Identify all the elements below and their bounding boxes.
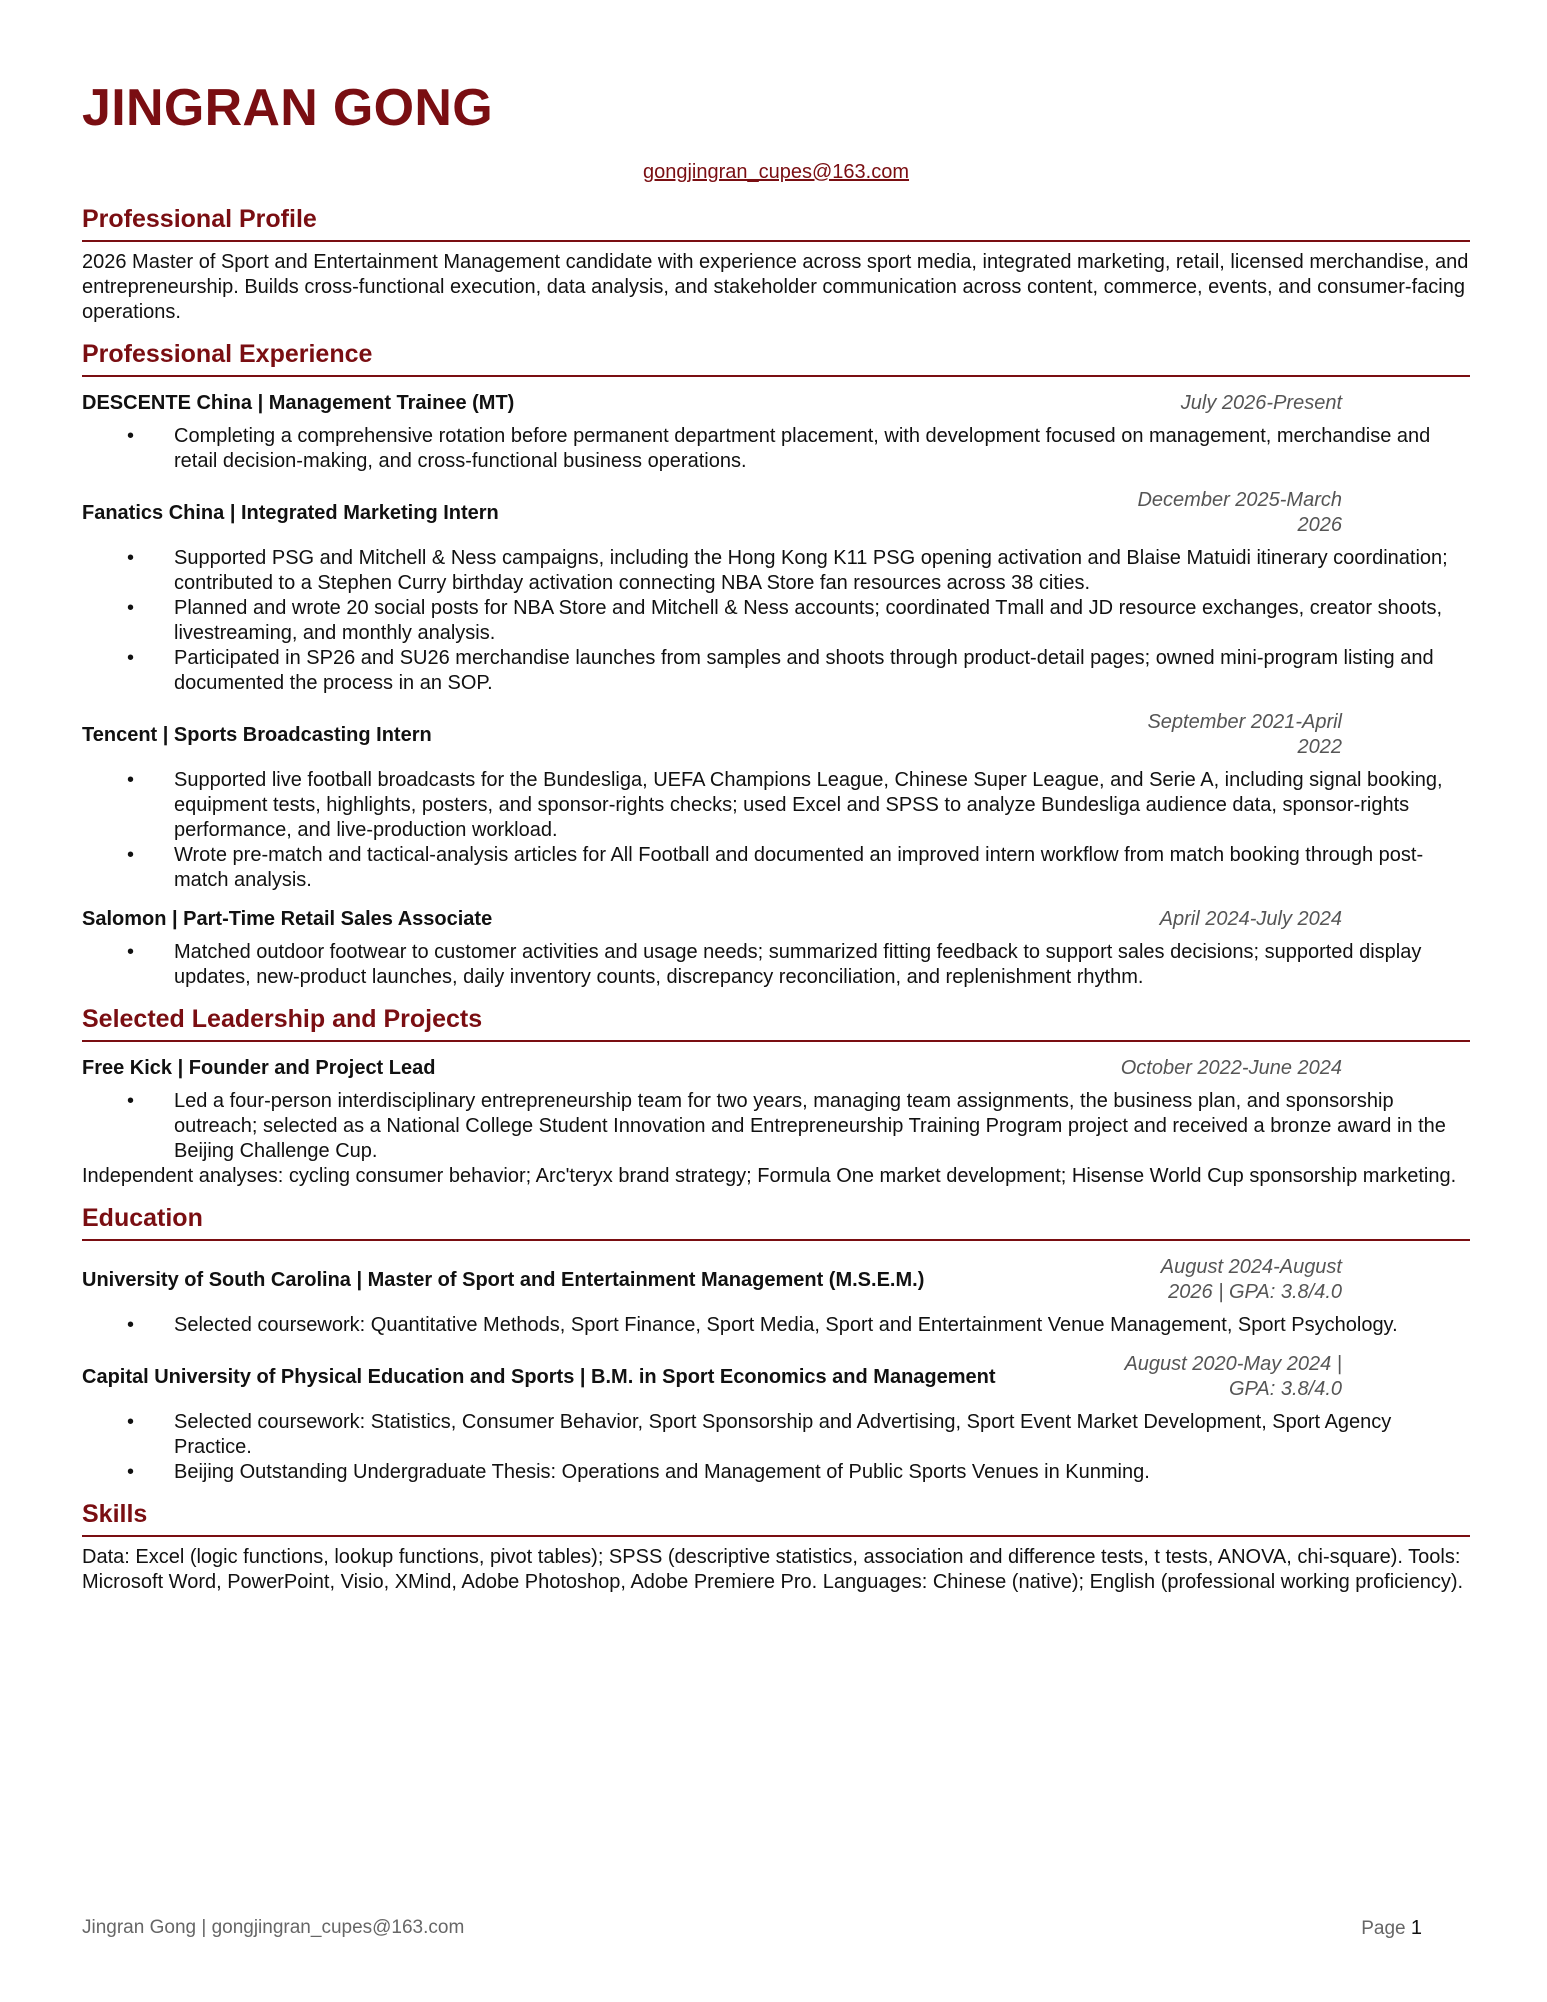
- education-section: [82, 1203, 1470, 1485]
- entry-title: DESCENTE China | Management Trainee (MT): [82, 392, 515, 414]
- leadership-section: [82, 1004, 1470, 1189]
- bullet-item: • Matched outdoor footwear to customer activities and usage needs; summarized fitting feedback to support sales decisions; supported display updates, new-product launches, daily inventory counts, discrepancy reconciliation, and replenishment rhythm.: [82, 940, 1470, 990]
- entry-header: [82, 1352, 1470, 1402]
- entry-title: Fanatics China | Integrated Marketing Intern: [82, 501, 499, 524]
- entry-header: [82, 488, 1470, 538]
- entry-title: University of South Carolina | Master of Sport and Entertainment Management (M.S.E.M.): [82, 1268, 925, 1291]
- bullet-item: • Planned and wrote 20 social posts for NBA Store and Mitchell & Ness accounts; coordinated Tmall and JD resource exchanges, creator shoots, livestreaming, and monthly analysis.: [82, 596, 1470, 646]
- bullet-item: • Wrote pre-match and tactical-analysis articles for All Football and documented an improved intern workflow from match booking through post-match analysis.: [82, 843, 1470, 893]
- contact-line: [82, 160, 1470, 184]
- education-entries: [82, 1255, 1470, 1485]
- page-footer: [82, 1917, 1422, 1940]
- entry-date: October 2022-June 2024: [1120, 1057, 1342, 1079]
- bullet-list: [82, 768, 1470, 893]
- entry-title: Tencent | Sports Broadcasting Intern: [82, 723, 432, 746]
- entry-title: Free Kick | Founder and Project Lead: [82, 1057, 436, 1079]
- page-indicator: [1361, 1917, 1422, 1940]
- section-title-skills: Skills: [82, 1499, 1470, 1537]
- bullet-item: • Completing a comprehensive rotation before permanent department placement, with development focused on management, merchandise and retail decision-making, and cross-functional business operations.: [82, 424, 1470, 474]
- page-label: Page: [1361, 1918, 1406, 1939]
- experience-section: [82, 339, 1470, 990]
- bullet-item: • Selected coursework: Statistics, Consumer Behavior, Sport Sponsorship and Advertising, Sport Event Market Development, Sport Agency Practice.: [82, 1410, 1470, 1460]
- leadership-note: Independent analyses: cycling consumer behavior; Arc'teryx brand strategy; Formula One market development; Hisense World Cup sponsorship marketing.: [82, 1165, 1457, 1187]
- section-title-education: Education: [82, 1203, 1470, 1241]
- leadership-entries: [82, 1056, 1470, 1164]
- section-title-leadership: Selected Leadership and Projects: [82, 1004, 1470, 1042]
- experience-entry: [82, 710, 1470, 893]
- profile-text: 2026 Master of Sport and Entertainment Management candidate with experience across sport media, integrated marketing, retail, licensed merchandise, and entrepreneurship. Builds cross-functional execution, data analysis, and stakeholder communication across content, commerce, events, and consumer-facing operations.: [82, 251, 1469, 323]
- bullet-list: [82, 546, 1470, 696]
- entry-header: [82, 710, 1470, 760]
- entry-title: Capital University of Physical Education and Sports | B.M. in Sport Economics and Management: [82, 1365, 996, 1388]
- entry-date: September 2021-April 2022: [1147, 711, 1342, 758]
- page-number: 1: [1410, 1917, 1422, 1939]
- entry-title: Salomon | Part-Time Retail Sales Associate: [82, 908, 493, 930]
- entry-header: [82, 1056, 1470, 1081]
- experience-entry: [82, 907, 1470, 990]
- education-entry: [82, 1255, 1470, 1338]
- entry-header: [82, 1255, 1470, 1305]
- experience-entry: [82, 391, 1470, 474]
- bullet-list: [82, 1313, 1470, 1338]
- bullet-item: • Supported PSG and Mitchell & Ness campaigns, including the Hong Kong K11 PSG opening activation and Blaise Matuidi itinerary coordination; contributed to a Stephen Curry birthday activation connecting NBA Store fan resources across 38 cities.: [82, 546, 1470, 596]
- entry-header: [82, 391, 1470, 416]
- bullet-list: [82, 940, 1470, 990]
- bullet-item: • Selected coursework: Quantitative Methods, Sport Finance, Sport Media, Sport and Entertainment Venue Management, Sport Psychology.: [82, 1313, 1470, 1338]
- education-entry: [82, 1352, 1470, 1485]
- bullet-item: • Participated in SP26 and SU26 merchandise launches from samples and shoots through product-detail pages; owned mini-program listing and documented the process in an SOP.: [82, 646, 1470, 696]
- entry-date: August 2024-August 2026 | GPA: 3.8/4.0: [1160, 1256, 1342, 1303]
- bullet-item: • Led a four-person interdisciplinary entrepreneurship team for two years, managing team assignments, the business plan, and sponsorship outreach; selected as a National College Student Innovation and Entrepreneurship Training Program project and received a bronze award in the Beijing Challenge Cup.: [82, 1089, 1470, 1164]
- bullet-list: [82, 1410, 1470, 1485]
- profile-section: [82, 204, 1470, 325]
- candidate-name: JINGRAN GONG: [82, 79, 493, 137]
- footer-contact: Jingran Gong | gongjingran_cupes@163.com: [82, 1917, 465, 1938]
- bullet-item: • Supported live football broadcasts for the Bundesliga, UEFA Champions League, Chinese Super League, and Serie A, including signal booking, equipment tests, highlights, posters, and sponsor-rights checks; used Excel and SPSS to analyze Bundesliga audience data, sponsor-rights performance, and live-production workload.: [82, 768, 1470, 843]
- resume-page: [82, 0, 1470, 1595]
- bullet-list: [82, 424, 1470, 474]
- section-title-profile: Professional Profile: [82, 204, 1470, 242]
- experience-entries: [82, 391, 1470, 990]
- bullet-list: [82, 1089, 1470, 1164]
- leadership-entry: [82, 1056, 1470, 1164]
- entry-date: April 2024-July 2024: [1159, 908, 1342, 930]
- bullet-item: • Beijing Outstanding Undergraduate Thesis: Operations and Management of Public Sports Venues in Kunming.: [82, 1460, 1470, 1485]
- section-title-experience: Professional Experience: [82, 339, 1470, 377]
- entry-date: July 2026-Present: [1180, 392, 1342, 414]
- skills-section: [82, 1499, 1470, 1595]
- experience-entry: [82, 488, 1470, 696]
- entry-date: December 2025-March 2026: [1137, 489, 1342, 536]
- entry-date: August 2020-May 2024 | GPA: 3.8/4.0: [1124, 1353, 1342, 1400]
- skills-text: Data: Excel (logic functions, lookup functions, pivot tables); SPSS (descriptive statistics, association and difference tests, t tests, ANOVA, chi-square). Tools: Microsoft Word, PowerPoint, Visio, XMind, Adobe Photoshop, Adobe Premiere Pro. Languages: Chinese (native); English (professional working proficiency).: [82, 1546, 1464, 1593]
- entry-header: [82, 907, 1470, 932]
- email-link[interactable]: gongjingran_cupes@163.com: [642, 161, 910, 183]
